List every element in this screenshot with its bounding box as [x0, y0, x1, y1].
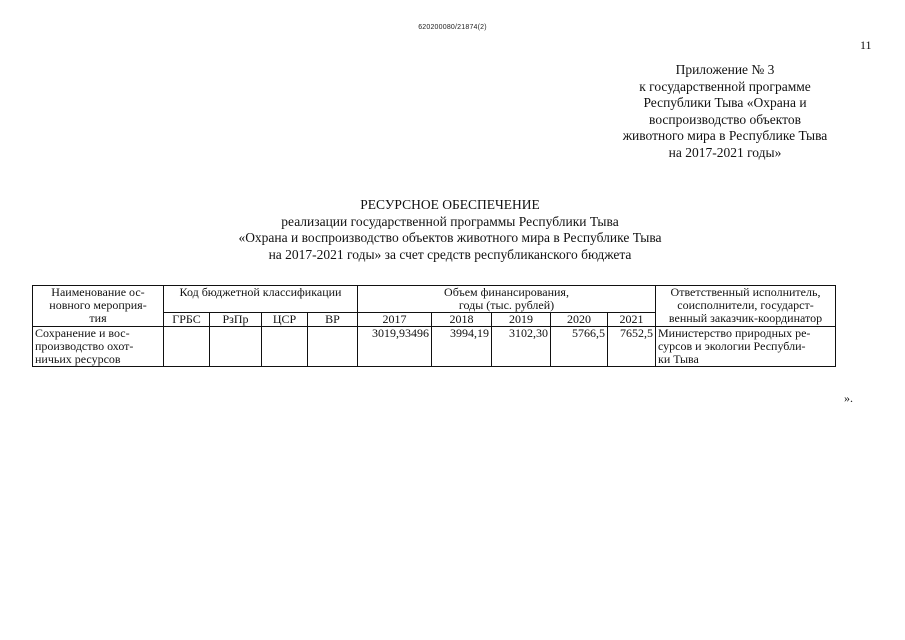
document-id: 620200080/21874(2) — [418, 24, 487, 31]
header-rzpr: РзПр — [210, 313, 262, 327]
cell-event — [33, 327, 164, 367]
cell-text: сурсов и экологии Республи- — [658, 339, 806, 353]
appendix-line: на 2017-2021 годы» — [668, 144, 782, 160]
appendix-note — [600, 62, 850, 161]
cell-grbs — [164, 327, 210, 367]
header-csr: ЦСР — [262, 313, 308, 327]
title-line: «Охрана и воспроизводство объектов животного мира в Республике Тыва — [238, 230, 662, 245]
header-text: Объем финансирования, — [444, 285, 569, 299]
header-year-2020: 2020 — [551, 313, 608, 327]
cell-text: производство охот- — [35, 339, 134, 353]
appendix-line: воспроизводство объектов — [649, 111, 801, 127]
cell-value-2021: 7652,5 — [608, 327, 656, 367]
cell-text: ничьих ресурсов — [35, 352, 121, 366]
header-year-2017: 2017 — [358, 313, 432, 327]
cell-executor — [656, 327, 836, 367]
cell-rzpr — [210, 327, 262, 367]
cell-value-2018: 3994,19 — [432, 327, 492, 367]
appendix-line: животного мира в Республике Тыва — [622, 128, 828, 143]
header-year-2021: 2021 — [608, 313, 656, 327]
table-header-row — [33, 286, 836, 313]
appendix-line: Республики Тыва «Охрана и — [643, 95, 807, 110]
appendix-line: Приложение № 3 — [675, 62, 775, 77]
header-grbs: ГРБС — [164, 313, 210, 327]
header-event — [33, 286, 164, 327]
header-text: годы (тыс. рублей) — [458, 298, 555, 312]
table-row — [33, 327, 836, 367]
cell-text: Сохранение и вос- — [35, 326, 130, 340]
closing-quote-mark: ». — [844, 391, 853, 405]
appendix-line: к государственной программе — [639, 78, 811, 94]
header-text: тия — [89, 311, 107, 325]
header-codes: Код бюджетной классификации — [164, 286, 358, 313]
resource-table — [32, 285, 836, 367]
header-text: Наименование ос- — [51, 285, 145, 299]
header-funding — [358, 286, 656, 313]
cell-vr — [308, 327, 358, 367]
title-heading: РЕСУРСНОЕ ОБЕСПЕЧЕНИЕ — [360, 197, 540, 212]
header-executor — [656, 286, 836, 327]
header-vr: ВР — [308, 313, 358, 327]
title-line: на 2017-2021 годы» за счет средств республиканского бюджета — [268, 246, 632, 262]
cell-value-2017: 3019,93496 — [358, 327, 432, 367]
header-text: соисполнители, государст- — [677, 298, 814, 312]
page-number: 11 — [860, 38, 872, 52]
header-year-2018: 2018 — [432, 313, 492, 327]
header-text: Ответственный исполнитель, — [670, 285, 821, 299]
header-year-2019: 2019 — [492, 313, 551, 327]
header-text: венный заказчик-координатор — [668, 311, 823, 325]
cell-value-2020: 5766,5 — [551, 327, 608, 367]
cell-text: Министерство природных ре- — [658, 326, 811, 340]
cell-text: ки Тыва — [658, 352, 699, 366]
header-text: новного мероприя- — [49, 298, 147, 312]
title-line: реализации государственной программы Республики Тыва — [281, 213, 619, 229]
cell-value-2019: 3102,30 — [492, 327, 551, 367]
document-title — [150, 197, 750, 263]
cell-csr — [262, 327, 308, 367]
